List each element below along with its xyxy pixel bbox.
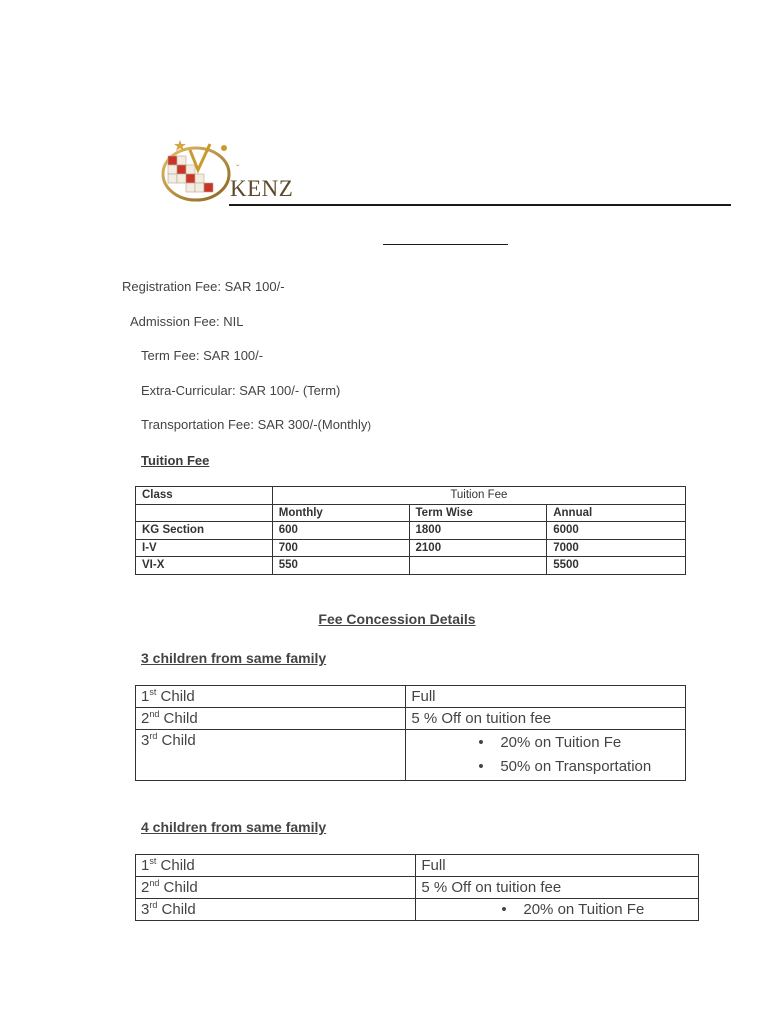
monthly-cell: 700: [272, 539, 409, 557]
term-wise-header: Term Wise: [409, 504, 547, 522]
class-cell: KG Section: [136, 522, 273, 540]
school-logo: [160, 136, 232, 204]
monthly-cell: 600: [272, 522, 409, 540]
child-label: Child: [161, 732, 196, 749]
bullet-item: [411, 755, 680, 779]
child-label: Child: [160, 688, 195, 705]
ordinal-suffix: st: [149, 856, 157, 866]
child-label: Child: [163, 710, 198, 727]
fee-concession-title: [0, 611, 768, 627]
class-cell: I-V: [136, 539, 273, 557]
admission-fee: Admission Fee: NIL: [130, 314, 244, 329]
ordinal-suffix: nd: [149, 878, 160, 888]
concession-cell: [416, 899, 699, 921]
child-label: Child: [161, 901, 196, 918]
ordinal-suffix: st: [149, 687, 157, 697]
title-underline: [383, 244, 508, 245]
ordinal-suffix: rd: [149, 900, 158, 910]
annual-header: Annual: [547, 504, 686, 522]
concession-table-3-children: [135, 685, 686, 781]
registration-fee: Registration Fee: SAR 100/-: [122, 279, 285, 294]
tuition-fee-heading: Tuition Fee: [141, 453, 210, 468]
child-number: 3: [141, 901, 150, 918]
table-row: [136, 539, 686, 557]
table-subheader-row: [136, 504, 686, 522]
child-cell: [136, 730, 406, 781]
annual-cell: 7000: [547, 539, 686, 557]
child-number: 3: [141, 732, 150, 749]
term-cell: 2100: [409, 539, 547, 557]
brand-accent-mark: ˇ: [236, 164, 240, 175]
annual-cell: 6000: [547, 522, 686, 540]
child-number: 1: [141, 688, 150, 705]
concession-cell: 5 % Off on tuition fee: [416, 877, 699, 899]
table-row: [136, 557, 686, 575]
term-fee: Term Fee: SAR 100/-: [141, 348, 264, 363]
bullet-icon: •: [478, 734, 484, 751]
term-cell: [409, 557, 547, 575]
ordinal-suffix: rd: [149, 731, 158, 741]
concession-cell: [406, 730, 686, 781]
transportation-fee-suffix: ): [367, 420, 372, 432]
bullet-item: [421, 899, 693, 920]
annual-cell: 5500: [547, 557, 686, 575]
extra-curricular-fee: Extra-Curricular: SAR 100/- (Term): [141, 383, 341, 398]
bullet-icon: •: [478, 758, 484, 775]
brand-name-text: KENZ: [230, 176, 294, 201]
table-row: [136, 730, 686, 781]
child-label: Child: [160, 857, 195, 874]
tuition-fee-table: [135, 486, 686, 575]
child-label: Child: [163, 879, 198, 896]
table-row: [136, 855, 699, 877]
child-number: 2: [141, 879, 150, 896]
child-cell: [136, 877, 416, 899]
concession-table-4-children: [135, 854, 699, 921]
bullet-text: 20% on Tuition Fe: [523, 901, 645, 918]
bullet-text: 20% on Tuition Fe: [500, 734, 622, 751]
group-heading-4-children: 4 children from same family: [141, 819, 327, 835]
child-cell: [136, 686, 406, 708]
table-row: [136, 877, 699, 899]
table-row: [136, 522, 686, 540]
monthly-cell: 550: [272, 557, 409, 575]
concession-cell: Full: [416, 855, 699, 877]
tuition-fee-group-header: Tuition Fee: [272, 487, 685, 505]
term-cell: 1800: [409, 522, 547, 540]
brand-name: [230, 164, 294, 202]
table-row: [136, 899, 699, 921]
empty-cell: [136, 504, 273, 522]
bullet-icon: •: [501, 901, 507, 918]
monthly-header: Monthly: [272, 504, 409, 522]
fee-concession-title-text: Fee Concession Details: [318, 611, 476, 627]
bullet-text: 50% on Transportation: [500, 758, 652, 775]
group-heading-3-children: 3 children from same family: [141, 650, 327, 666]
table-row: [136, 708, 686, 730]
ordinal-suffix: nd: [149, 709, 160, 719]
table-header-row: [136, 487, 686, 505]
child-number: 2: [141, 710, 150, 727]
transportation-fee: [141, 417, 371, 432]
table-row: [136, 686, 686, 708]
concession-cell: 5 % Off on tuition fee: [406, 708, 686, 730]
child-cell: [136, 899, 416, 921]
class-header: Class: [136, 487, 273, 505]
header-rule: [229, 204, 731, 206]
child-number: 1: [141, 857, 150, 874]
child-cell: [136, 855, 416, 877]
bullet-item: [411, 731, 680, 755]
concession-cell: Full: [406, 686, 686, 708]
class-cell: VI-X: [136, 557, 273, 575]
child-cell: [136, 708, 406, 730]
transportation-fee-text: Transportation Fee: SAR 300/-(Monthly: [141, 417, 368, 432]
